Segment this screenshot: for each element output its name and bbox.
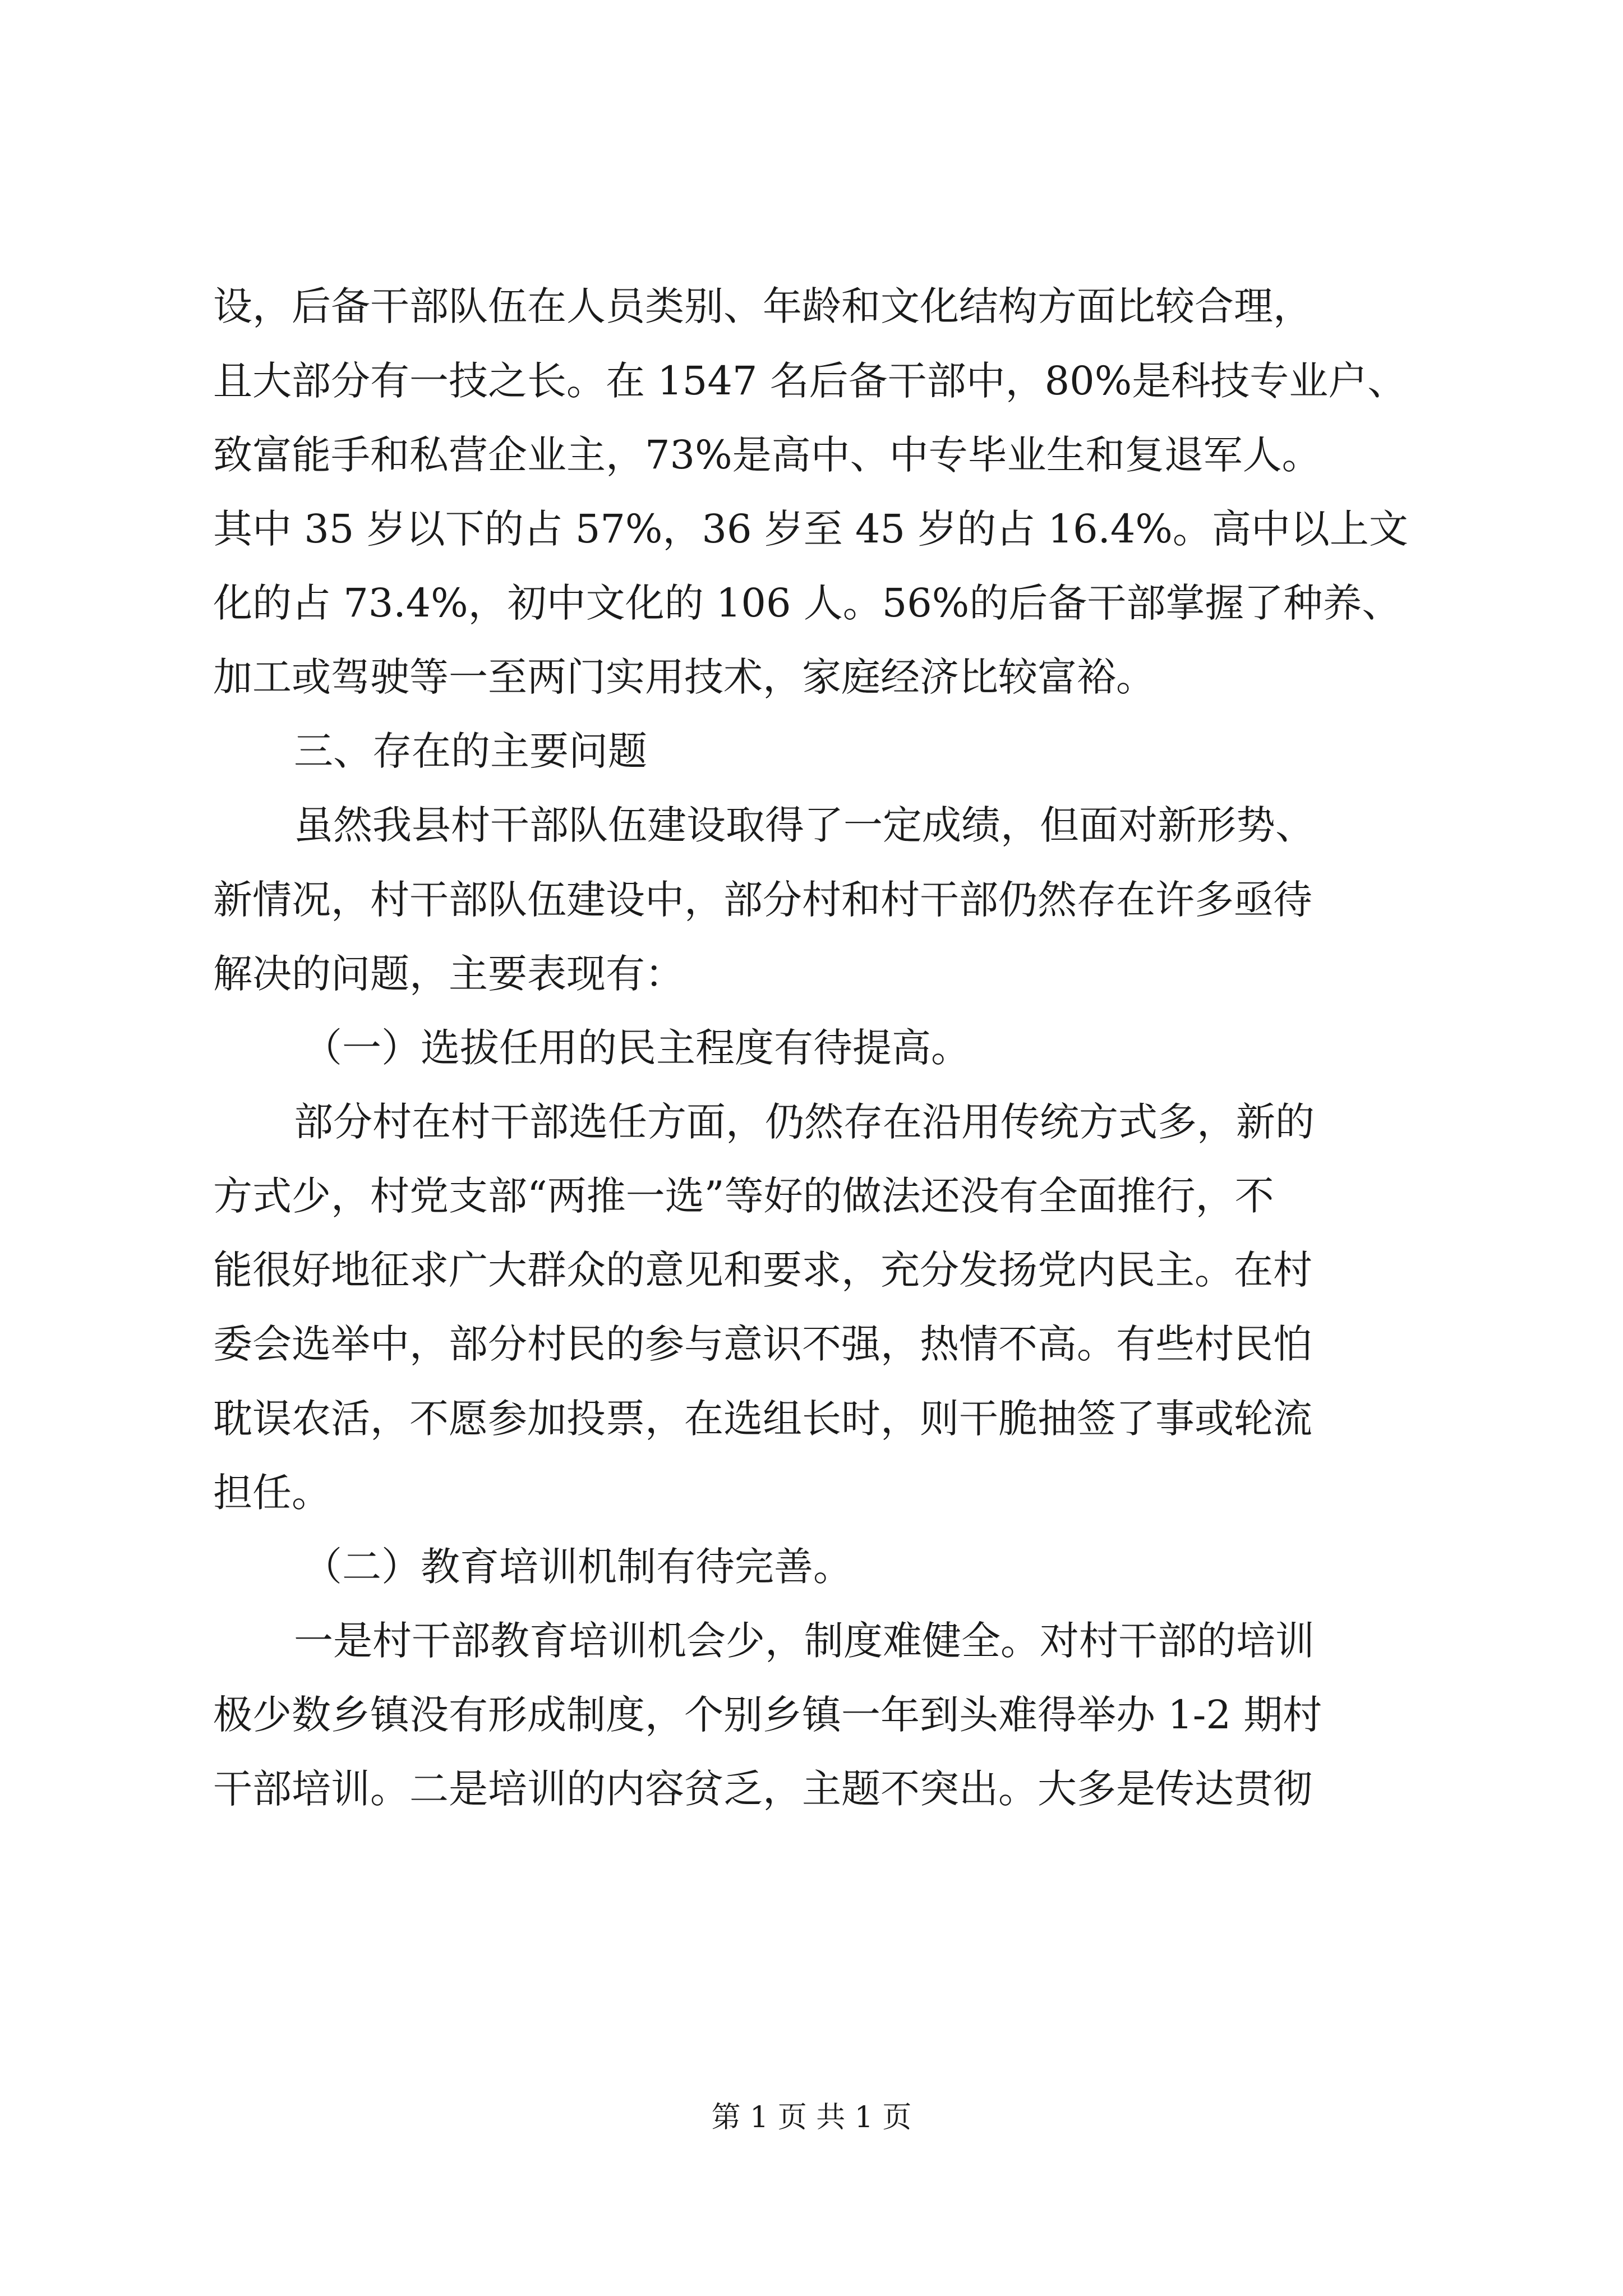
body-line-11: 方式少，村党支部“两推一选”等好的做法还没有全面推行，不 [213, 1173, 1274, 1219]
body-line-7: 虽然我县村干部队伍建设取得了一定成绩，但面对新形势、 [294, 802, 1315, 848]
subsection-heading-2: （二）教育培训机制有待完善。 [303, 1544, 852, 1590]
body-line-6: 加工或驾驶等一至两门实用技术，家庭经济比较富裕。 [213, 654, 1155, 700]
body-line-13: 委会选举中，部分村民的参与意识不强，热情不高。有些村民怕 [213, 1321, 1312, 1367]
section-heading-3: 三、存在的主要问题 [294, 728, 647, 774]
body-line-8: 新情况，村干部队伍建设中，部分村和村干部仍然存在许多亟待 [213, 877, 1312, 923]
body-line-3: 致富能手和私营企业主，73%是高中、中专毕业生和复退军人。 [213, 432, 1321, 478]
body-line-4: 其中 35 岁以下的占 57%，36 岁至 45 岁的占 16.4%。高中以上文 [213, 506, 1408, 552]
body-line-9: 解决的问题，主要表现有： [213, 951, 684, 997]
body-line-16: 一是村干部教育培训机会少，制度难健全。对村干部的培训 [294, 1618, 1315, 1664]
body-line-5: 化的占 73.4%，初中文化的 106 人。56%的后备干部掌握了种养、 [213, 580, 1401, 626]
subsection-heading-1: （一）选拔任用的民主程度有待提高。 [303, 1025, 970, 1071]
body-line-14: 耽误农活，不愿参加投票，在选组长时，则干脆抽签了事或轮流 [213, 1396, 1312, 1442]
body-line-12: 能很好地征求广大群众的意见和要求，充分发扬党内民主。在村 [213, 1247, 1312, 1293]
body-line-15: 担任。 [213, 1470, 331, 1516]
body-line-10: 部分村在村干部选任方面，仍然存在沿用传统方式多，新的 [294, 1099, 1315, 1145]
body-line-18: 干部培训。二是培训的内容贫乏，主题不突出。大多是传达贯彻 [213, 1766, 1312, 1812]
body-line-17: 极少数乡镇没有形成制度，个别乡镇一年到头难得举办 1-2 期村 [213, 1692, 1322, 1738]
page-footer: 第 1 页 共 1 页 [711, 2101, 912, 2134]
body-line-2: 且大部分有一技之长。在 1547 名后备干部中，80%是科技专业户、 [213, 358, 1407, 404]
body-line-1: 设，后备干部队伍在人员类别、年龄和文化结构方面比较合理， [213, 283, 1312, 329]
